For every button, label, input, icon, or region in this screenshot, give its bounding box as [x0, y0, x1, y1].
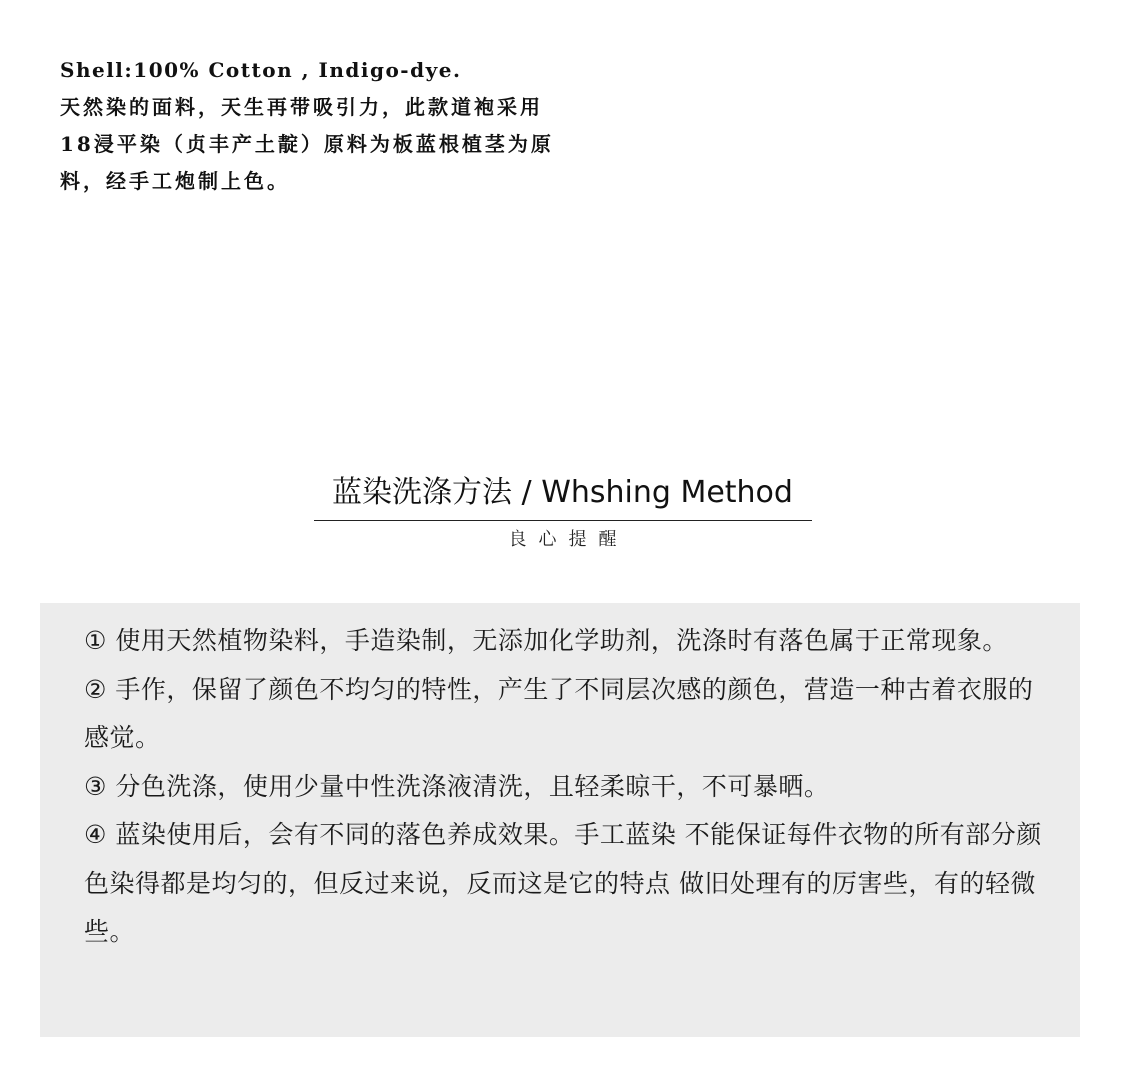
fabric-composition: Shell:100% Cotton , Indigo-dye. [60, 58, 462, 82]
instruction-item-2: ② 手作，保留了颜色不均匀的特性，产生了不同层次感的颜色，营造一种古着衣服的感觉。 [84, 674, 1034, 752]
section-subtitle: 良心提醒 [508, 529, 629, 550]
washing-instructions-panel [40, 603, 1080, 1037]
instructions-list [84, 617, 1054, 957]
product-description [60, 52, 660, 200]
description-line-1: 天然染的面料，天生再带吸引力，此款道袍采用 [60, 95, 543, 119]
washing-section-header [0, 470, 1125, 551]
instruction-item-3: ③ 分色洗涤，使用少量中性洗涤液清洗，且轻柔晾干，不可暴晒。 [84, 771, 830, 801]
description-line-3: 料，经手工炮制上色。 [60, 169, 290, 193]
instruction-item-1: ① 使用天然植物染料，手造染制，无添加化学助剂，洗涤时有落色属于正常现象。 [84, 626, 1008, 655]
section-title: 蓝染洗涤方法 / Whshing Method [314, 470, 812, 521]
description-line-2: 18浸平染（贞丰产土靛）原料为板蓝根植茎为原 [60, 132, 554, 156]
instruction-item-4: ④ 蓝染使用后，会有不同的落色养成效果。手工蓝染 不能保证每件衣物的所有部分颜色染得都是均匀的，但反过来说，反而这是它的特点 做旧处理有的厉害些，有的轻微些。 [84, 820, 1042, 946]
